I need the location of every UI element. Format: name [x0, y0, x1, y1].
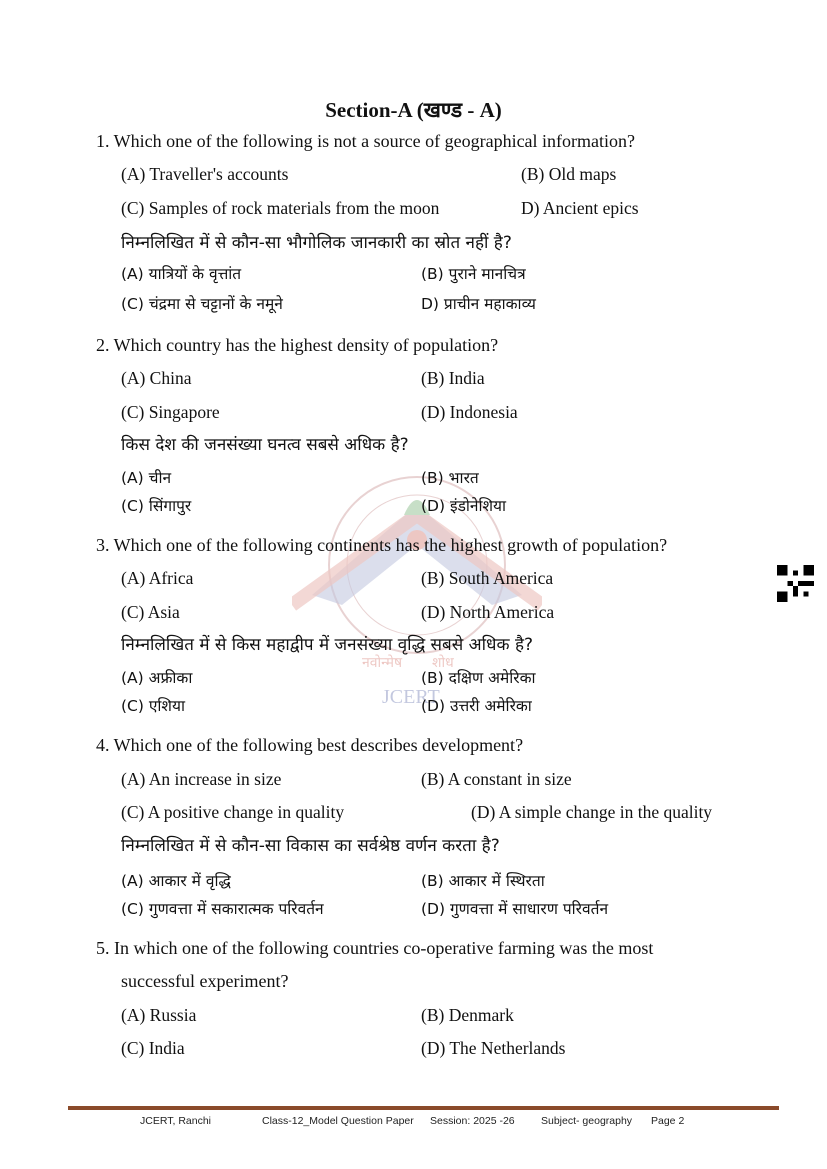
q3-option-c: (C) Asia	[121, 602, 180, 622]
q2-hindi-option-b: (B) भारत	[421, 469, 479, 487]
q4-option-c: (C) A positive change in quality	[121, 802, 345, 822]
q1-option-b: (B) Old maps	[521, 164, 617, 184]
q1-hindi-option-b: (B) पुराने मानचित्र	[421, 265, 526, 283]
q5-option-c: (C) India	[121, 1038, 185, 1058]
q2-option-c: (C) Singapore	[121, 402, 220, 422]
q4-hindi-option-c: (C) गुणवत्ता में सकारात्मक परिवर्तन	[121, 900, 324, 918]
q2-hindi-option-a: (A) चीन	[121, 469, 172, 487]
footer-paper: Class-12_Model Question Paper	[262, 1115, 414, 1127]
q3-hindi-option-c: (C) एशिया	[121, 697, 185, 715]
q3-option-d: (D) North America	[421, 602, 555, 622]
q5-option-d: (D) The Netherlands	[421, 1038, 566, 1058]
q3-hindi-option-a: (A) अफ्रीका	[121, 669, 193, 687]
question-5-text: 5. In which one of the following countries co-operative farming was the most	[96, 938, 654, 958]
watermark-text-2: शोध	[432, 656, 454, 671]
watermark-text-1: नवोन्मेष	[362, 656, 403, 671]
footer-divider	[68, 1106, 779, 1110]
footer-session: Session: 2025 -26	[430, 1115, 515, 1127]
qr-code-icon	[777, 565, 814, 602]
q3-option-a: (A) Africa	[121, 568, 194, 588]
q5-option-b: (B) Denmark	[421, 1005, 514, 1025]
q1-hindi-option-a: (A) यात्रियों के वृत्तांत	[121, 265, 242, 283]
q3-hindi-option-b: (B) दक्षिण अमेरिका	[421, 669, 536, 687]
q4-hindi-option-d: (D) गुणवत्ता में साधारण परिवर्तन	[421, 900, 609, 918]
question-2-text: 2. Which country has the highest density of population?	[96, 335, 499, 355]
q1-option-c: (C) Samples of rock materials from the moon	[121, 198, 440, 218]
q1-hindi-option-d: D) प्राचीन महाकाव्य	[421, 295, 536, 313]
q3-option-b: (B) South America	[421, 568, 554, 588]
footer-page-number: Page 2	[651, 1115, 685, 1127]
q4-option-a: (A) An increase in size	[121, 769, 282, 789]
q1-hindi-option-c: (C) चंद्रमा से चट्टानों के नमूने	[121, 295, 283, 313]
q1-option-a: (A) Traveller's accounts	[121, 164, 289, 184]
q4-hindi-option-a: (A) आकार में वृद्धि	[121, 872, 231, 890]
q2-option-b: (B) India	[421, 368, 485, 388]
question-4-hindi: निम्नलिखित में से कौन-सा विकास का सर्वश्रेष्ठ वर्णन करता है?	[121, 836, 500, 856]
question-2-hindi: किस देश की जनसंख्या घनत्व सबसे अधिक है?	[121, 435, 409, 455]
footer-subject: Subject- geography	[541, 1115, 633, 1127]
q1-option-d: D) Ancient epics	[521, 198, 639, 218]
footer-org: JCERT, Ranchi	[140, 1115, 211, 1127]
question-3-hindi: निम्नलिखित में से किस महाद्वीप में जनसंख्या वृद्धि सबसे अधिक है?	[121, 635, 534, 655]
q4-option-d: (D) A simple change in the quality	[471, 802, 713, 822]
question-1-text: 1. Which one of the following is not a source of geographical information?	[96, 131, 636, 151]
question-4-text: 4. Which one of the following best describes development?	[96, 735, 524, 755]
q2-option-a: (A) China	[121, 368, 192, 388]
q2-hindi-option-c: (C) सिंगापुर	[121, 497, 192, 515]
q3-hindi-option-d: (D) उत्तरी अमेरिका	[421, 697, 532, 715]
question-3-text: 3. Which one of the following continents has the highest growth of population?	[96, 535, 668, 555]
q2-hindi-option-d: (D) इंडोनेशिया	[421, 497, 507, 515]
question-1-hindi: निम्नलिखित में से कौन-सा भौगोलिक जानकारी का स्रोत नहीं है?	[121, 233, 512, 253]
question-5-text-cont: successful experiment?	[121, 971, 289, 991]
q2-option-d: (D) Indonesia	[421, 402, 518, 422]
q5-option-a: (A) Russia	[121, 1005, 197, 1025]
q4-hindi-option-b: (B) आकार में स्थिरता	[421, 872, 545, 890]
watermark-text-3: JCERT	[382, 686, 440, 708]
q4-option-b: (B) A constant in size	[421, 769, 572, 789]
section-title: Section-A (खण्ड - A)	[325, 98, 502, 122]
